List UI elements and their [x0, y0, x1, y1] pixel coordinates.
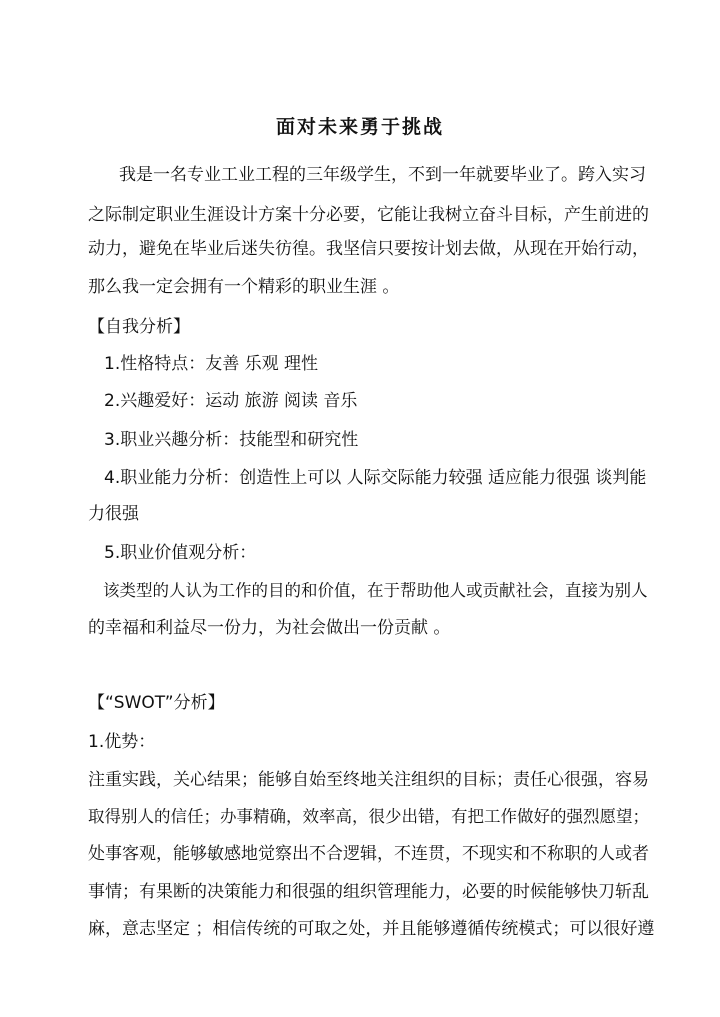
swot-strength-line-3: 处事客观，能够敏感地觉察出不合逻辑，不连贯，不现实和不称职的人或者	[88, 844, 649, 864]
self-analysis-item-3: 3.职业兴趣分析：技能型和研究性	[104, 430, 359, 450]
self-analysis-item-5: 5.职业价值观分析：	[104, 543, 257, 563]
intro-line-4: 那么我一定会拥有一个精彩的职业生涯 。	[88, 277, 400, 297]
self-analysis-item-2: 2.兴趣爱好：运动 旅游 阅读 音乐	[104, 391, 358, 411]
intro-line-1: 我是一名专业工业工程的三年级学生，不到一年就要毕业了。跨入实习	[119, 165, 646, 185]
document-title: 面对未来勇于挑战	[275, 116, 444, 138]
self-analysis-item-1: 1.性格特点：友善 乐观 理性	[104, 354, 319, 374]
self-analysis-item-4-line-2: 力很强	[88, 504, 139, 524]
values-line-2: 的幸福和利益尽一份力，为社会做出一份贡献 。	[88, 618, 451, 638]
intro-line-3: 动力，避免在毕业后迷失彷徨。我坚信只要按计划去做，从现在开始行动，	[88, 239, 649, 259]
swot-strength-line-4: 事情；有果断的决策能力和很强的组织管理能力，必要的时候能够快刀斩乱	[88, 882, 649, 902]
self-analysis-item-4-line-1: 4.职业能力分析：创造性上可以 人际交际能力较强 适应能力很强 谈判能	[104, 468, 647, 488]
swot-strength-line-2: 取得别人的信任；办事精确，效率高，很少出错，有把工作做好的强烈愿望；	[88, 807, 649, 826]
intro-line-2: 之际制定职业生涯设计方案十分必要，它能让我树立奋斗目标，产生前进的	[88, 205, 649, 225]
swot-strength-line-5: 麻，意志坚定 ；相信传统的可取之处，并且能够遵循传统模式；可以很好遵	[88, 919, 655, 939]
swot-strength-title: 1.优势：	[88, 732, 156, 752]
self-analysis-heading: 【自我分析】	[88, 317, 190, 337]
swot-strength-line-1: 注重实践，关心结果；能够自始至终地关注组织的目标；责任心很强，容易	[88, 770, 649, 790]
swot-heading: 【“SWOT”分析】	[88, 693, 225, 713]
values-line-1: 该类型的人认为工作的目的和价值，在于帮助他人或贡献社会，直接为别人	[103, 581, 648, 600]
